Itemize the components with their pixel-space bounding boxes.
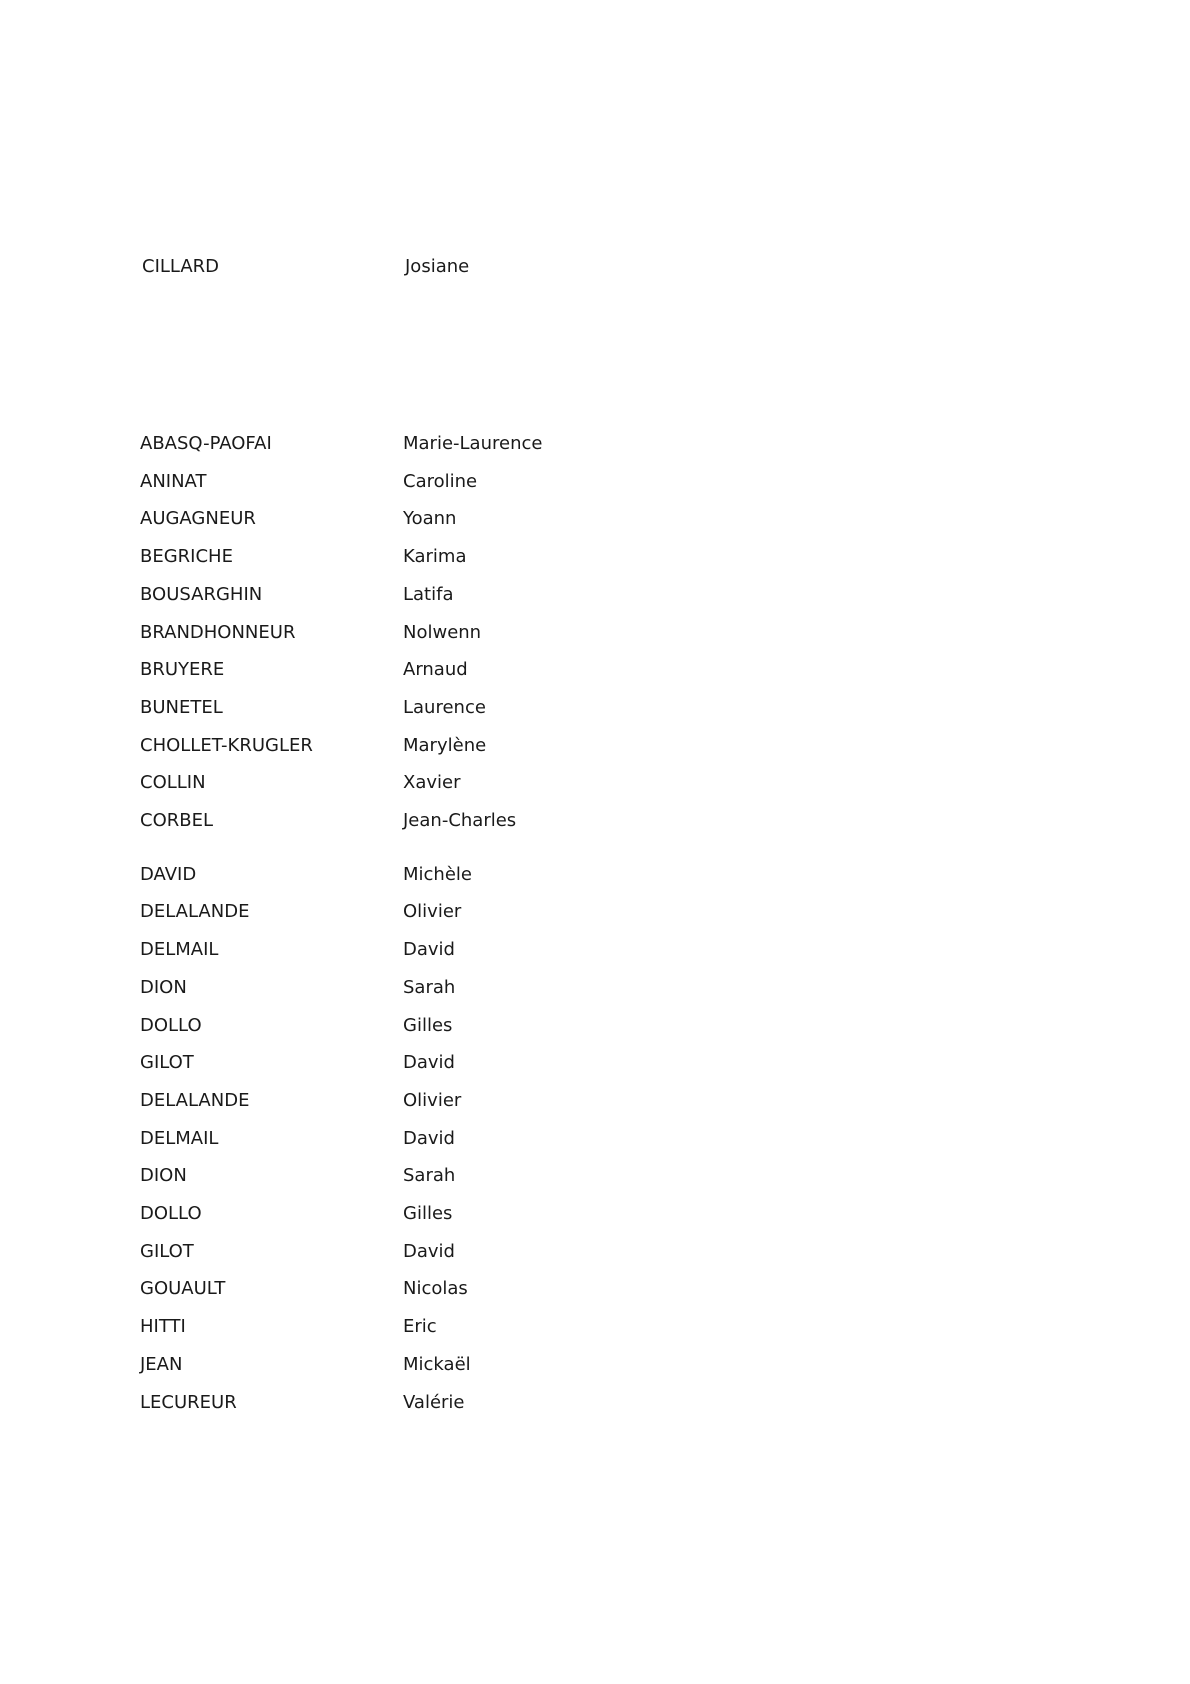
name-entry [0, 1123, 1190, 1155]
first-name: Marie-Laurence [403, 433, 543, 454]
name-entry [0, 466, 1190, 498]
last-name: GILOT [140, 1052, 194, 1073]
first-name: David [403, 1052, 455, 1073]
first-name: Sarah [403, 977, 456, 998]
first-name: Olivier [403, 1090, 462, 1111]
name-entry [0, 1085, 1190, 1117]
last-name: CILLARD [142, 256, 220, 277]
first-name: Olivier [403, 901, 462, 922]
last-name: CHOLLET-KRUGLER [140, 735, 313, 756]
last-name: DELMAIL [140, 1128, 219, 1149]
name-entry [0, 617, 1190, 649]
last-name: ABASQ-PAOFAI [140, 433, 272, 454]
first-name: Eric [403, 1316, 437, 1337]
name-entry [0, 1198, 1190, 1230]
first-name: Josiane [405, 256, 470, 277]
first-name: Sarah [403, 1165, 456, 1186]
first-name: Gilles [403, 1203, 453, 1224]
name-entry [0, 1236, 1190, 1268]
first-name: Marylène [403, 735, 487, 756]
last-name: DION [140, 977, 187, 998]
name-entry [0, 1047, 1190, 1079]
first-name: Michèle [403, 864, 472, 885]
name-entry [0, 1273, 1190, 1305]
name-entry [0, 767, 1190, 799]
last-name: JEAN [140, 1354, 183, 1375]
last-name: DELALANDE [140, 1090, 250, 1111]
first-name: Valérie [403, 1392, 465, 1413]
first-name: Nolwenn [403, 622, 482, 643]
last-name: DOLLO [140, 1203, 202, 1224]
first-name: Nicolas [403, 1278, 468, 1299]
first-name: Caroline [403, 471, 478, 492]
name-entry [0, 503, 1190, 535]
name-entry [0, 972, 1190, 1004]
last-name: BEGRICHE [140, 546, 233, 567]
first-name: David [403, 1128, 455, 1149]
last-name: DELALANDE [140, 901, 250, 922]
name-entry [0, 251, 1190, 283]
name-entry [0, 896, 1190, 928]
name-entry [0, 1010, 1190, 1042]
name-entry [0, 541, 1190, 573]
last-name: BRANDHONNEUR [140, 622, 296, 643]
name-entry [0, 428, 1190, 460]
name-entry [0, 1311, 1190, 1343]
first-name: Karima [403, 546, 467, 567]
first-name: David [403, 1241, 455, 1262]
name-entry [0, 692, 1190, 724]
last-name: BRUYERE [140, 659, 225, 680]
first-name: Mickaël [403, 1354, 471, 1375]
first-name: Jean-Charles [403, 810, 517, 831]
name-entry [0, 859, 1190, 891]
last-name: DELMAIL [140, 939, 219, 960]
first-name: Yoann [403, 508, 457, 529]
last-name: ANINAT [140, 471, 207, 492]
last-name: BOUSARGHIN [140, 584, 263, 605]
name-entry [0, 1387, 1190, 1419]
last-name: CORBEL [140, 810, 213, 831]
last-name: BUNETEL [140, 697, 223, 718]
last-name: LECUREUR [140, 1392, 237, 1413]
last-name: DAVID [140, 864, 197, 885]
name-entry [0, 579, 1190, 611]
name-entry [0, 1160, 1190, 1192]
name-entry [0, 1349, 1190, 1381]
last-name: DOLLO [140, 1015, 202, 1036]
last-name: DION [140, 1165, 187, 1186]
first-name: Laurence [403, 697, 486, 718]
name-entry [0, 730, 1190, 762]
last-name: COLLIN [140, 772, 206, 793]
last-name: AUGAGNEUR [140, 508, 256, 529]
first-name: Xavier [403, 772, 461, 793]
name-entry [0, 654, 1190, 686]
last-name: GILOT [140, 1241, 194, 1262]
last-name: HITTI [140, 1316, 186, 1337]
name-entry [0, 805, 1190, 837]
first-name: Gilles [403, 1015, 453, 1036]
first-name: Arnaud [403, 659, 468, 680]
first-name: David [403, 939, 455, 960]
last-name: GOUAULT [140, 1278, 226, 1299]
first-name: Latifa [403, 584, 454, 605]
name-entry [0, 934, 1190, 966]
